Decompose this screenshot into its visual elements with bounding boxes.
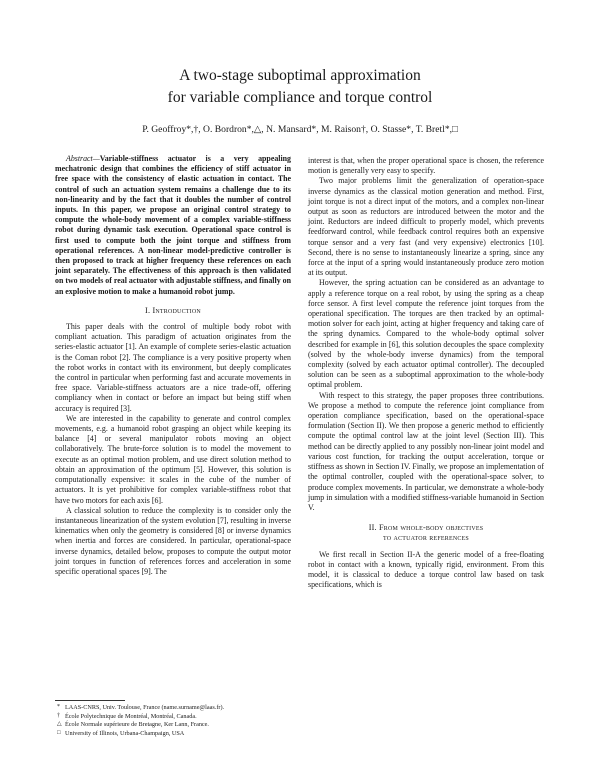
footnote-1 (55, 704, 291, 713)
paper-title-line-2: for variable compliance and torque control (167, 89, 433, 106)
footnote-4-mark: □ (57, 729, 61, 736)
footnote-1-mark: * (57, 704, 60, 710)
footnote-2 (55, 713, 291, 722)
abstract-lead: Abstract— (66, 154, 100, 163)
abstract (55, 154, 291, 297)
footnote-2-mark: † (57, 712, 60, 719)
footnote-3-mark: △ (57, 721, 62, 728)
left-column (55, 154, 291, 577)
intro-paragraph-6: However, the spring actuation can be considered as an advantage to apply a reference torque on a real robot, by using the spring as a cheap force sensor. A first level compute the reference joint torques from the operational specification. The torques are then tracked by an optimal-motion solver for each joint, acting at higher frequency and taking care of the spring dynamics. Compared to the whole-body optimal solver described for example in [6], this solution decouples the space complexity (solved by the whole-body inverse dynamics) from the temporal complexity (solved by each actuator optimal controller). The decoupled solution can be seen as a suboptimal approximation to the whole-body optimal problem. (308, 278, 544, 390)
intro-paragraph-7: With respect to this strategy, the paper proposes three contributions. We propose a method to compute the reference joint compliance from operation compliance specification, based on the operational-space formulation (Section II). We then propose a generic method to efficiently compute the optimal control law at the joint level (Section III). This method can be directly applied to any possibly non-linear joint model and various cost function, for tracking the output acceleration, torque or stiffness as shown in Section IV. Finally, we propose an implementation of the optimal controller, coupled with the operational-space solver, to produce complex movements. In particular, we demonstrate a whole-body jump in simulation with a modified stiffness-variable humanoid in Section V. (308, 390, 544, 512)
section-heading-2-line-2: to actuator references (383, 533, 469, 543)
footnote-3-text: École Normale supérieure de Bretagne, Ker Lann, France. (65, 721, 209, 729)
intro-paragraph-3: A classical solution to reduce the complexity is to consider only the instantaneous linearization of the system evolution [7], resulting in inverse kinematics when only the geometry is considered [8] or inverse dynamics when inertia and forces are considered. In particular, operational-space inverse dynamics, detailed below, proposes to compute the output motor joint torques in function of references forces and acceleration in some specific operational spaces [9]. The (55, 505, 291, 576)
footnote-rule (55, 700, 125, 701)
footnote-4 (55, 730, 291, 739)
intro-paragraph-2: We are interested in the capability to generate and control complex movements, e.g. a humanoid robot grasping an object while keeping its balance [4] or several manipulator robots moving an object collaboratively. The brute-force solution is to model the movement to execute as an optimal motion problem, and use direct solution method to obtain an approximation of the optimum [5]. However, this solution is computationally expensive: it scales in the cube of the number of actuators. It is yet prohibitive for complex variable-stiffness robot that have two motors for each axis [6]. (55, 413, 291, 505)
paper-title-line-1: A two-stage suboptimal approximation (179, 67, 421, 84)
section2-paragraph-1: We first recall in Section II-A the generic model of a free-floating robot in contact with a known, typically rigid, environment. From this model, it is classical to deduce a torque control law based on task specifications, which is (308, 549, 544, 590)
right-column (308, 156, 544, 590)
intro-paragraph-5: Two major problems limit the generalization of operation-space inverse dynamics as the classical motion generation and method. First, joint torque is not a direct input of the motors, and a complex non-linear output as soon as reductors are introduced between the motor and the joint. Reductors are indeed difficult to properly model, which prevents feedforward control, while feedback control requires both an expensive torque sensor and a very fast (and very expensive) electronics [10]. Second, there is no sense to instantaneously linearize a spring, since any force at the input of a spring would instantaneously produce zero motion at its output. (308, 176, 544, 278)
intro-paragraph-1: This paper deals with the control of multiple body robot with compliant actuation. This paradigm of actuation originates from the series-elastic actuator [1]. An example of complete series-elastic actuation is the Coman robot [2]. The compliance is a very positive property when the robot works in contact with its environment, but deeply complicates the control in particular when performing fast and accurate movements in free space. Variable-stiffness actuators are a nice trade-off, offering compliancy when in contact or before an impact but being stiff when accuracy is required [3]. (55, 322, 291, 413)
footnote-2-text: École Polytechnique de Montréal, Montréal, Canada. (65, 712, 197, 720)
author-list: P. Geoffroy*,†, O. Bordron*,△, N. Mansard*, M. Raison†, O. Stasse*, T. Bretl*,□ (142, 124, 458, 135)
footnote-3 (55, 721, 291, 730)
intro-paragraph-4: interest is that, when the proper operational space is chosen, the reference motion is generally very easy to specify. (308, 156, 544, 176)
footnotes (55, 704, 291, 738)
section-heading-2 (308, 523, 544, 543)
footnote-4-text: University of Illinois, Urbana-Champaign, USA (65, 729, 185, 737)
abstract-text: Variable-stiffness actuator is a very appealing mechatronic design that combines the efficiency of stiff actuator in free space with the consistency of elastic actuation in contact. The control of such an actuation system remains a challenge due to its non-linearity and by the fact that it doubles the number of control inputs. In this paper, we propose an original control strategy to compute the whole-body movement of a complex variable-stiffness robot during dynamic task execution. Operational space control is first used to compute both the joint torque and stiffness from operational references. A non-linear model-predictive controller is then proposed to track at higher frequency these references on each joint separately. The effectiveness of this approach is then validated on two models of real actuator with adjustable stiffness, and finally on an explosive motion to make a humanoid robot jump. (55, 154, 291, 296)
footnote-1-text: LAAS-CNRS, Univ. Toulouse, France (name.surname@laas.fr). (65, 704, 225, 711)
section-heading-2-line-1: II. From whole-body objectives (368, 523, 484, 533)
section-heading-introduction: I. Introduction (145, 305, 201, 315)
